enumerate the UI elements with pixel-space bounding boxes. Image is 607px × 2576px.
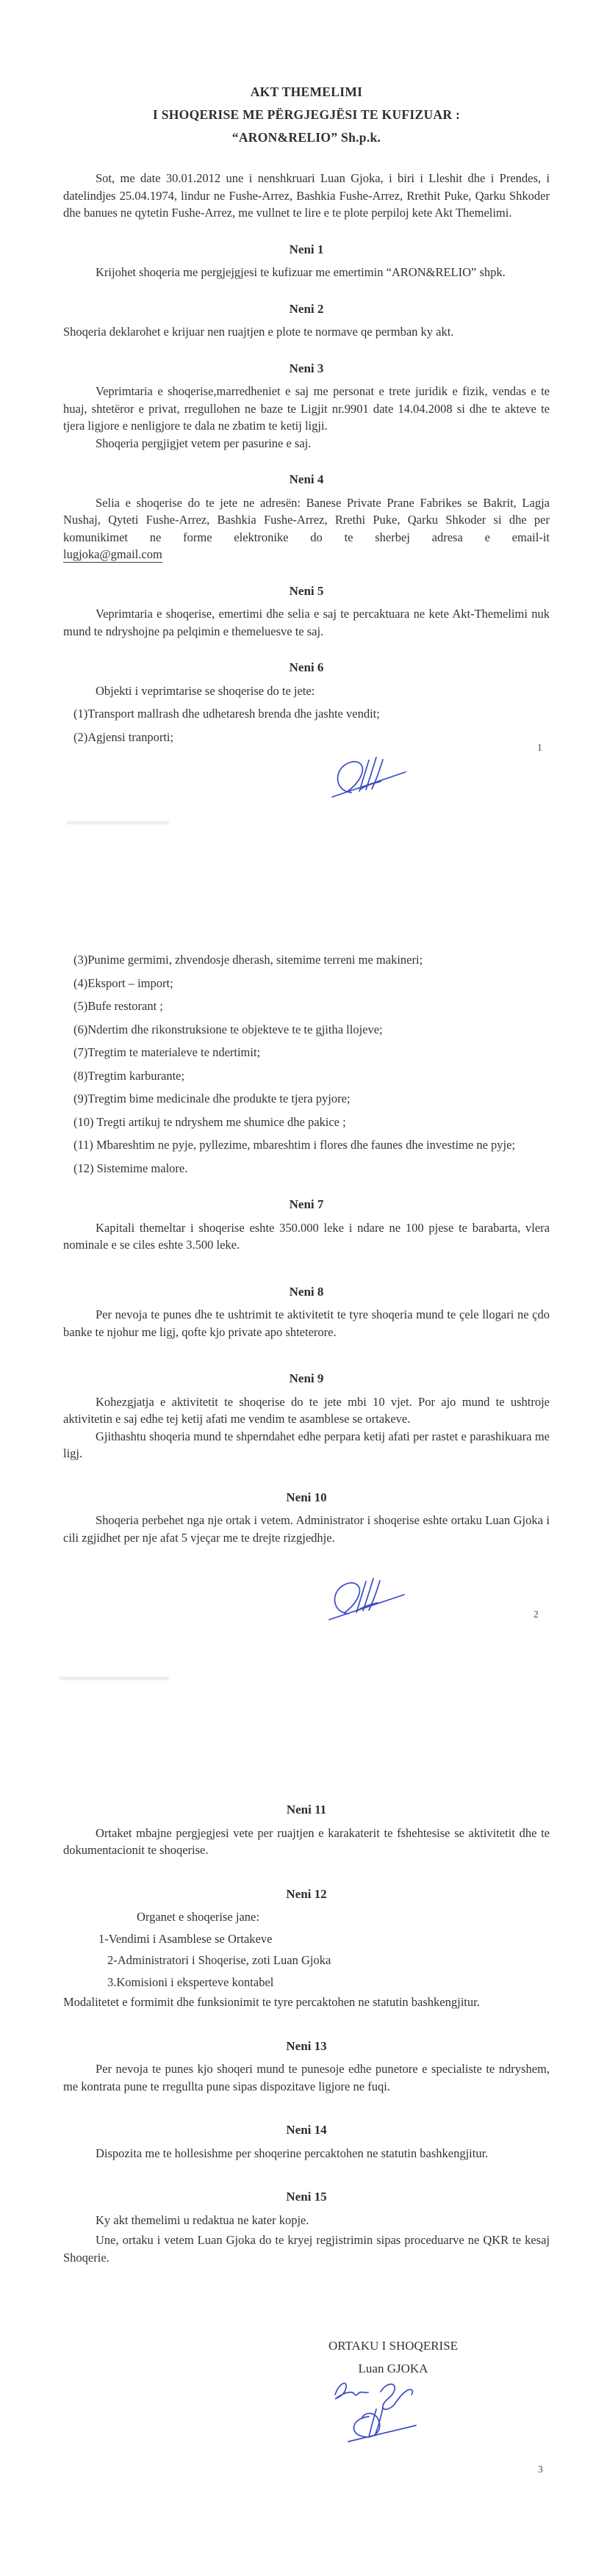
article-6-paragraph: Objekti i veprimtarise se shoqerise do te jete: xyxy=(96,683,315,698)
email-address: lugjoka@gmail.com xyxy=(63,547,162,561)
article-8-paragraph: Per nevoja te punes dhe te ushtrimit te aktivitetit te tyre shoqeria mund te çele llogari ne çdo banke te njohur me ligj, qofte kjo private apo shteterore. xyxy=(63,1307,550,1339)
activity-item-6: (6)Ndertim dhe rikonstruksione te objekteve te te gjitha llojeve; xyxy=(73,1022,383,1036)
scan-smudge xyxy=(59,1677,169,1680)
signer-role: ORTAKU I SHOQERISE xyxy=(328,2339,459,2353)
article-11-heading: Neni 11 xyxy=(286,1803,327,1816)
article-5-paragraph: Veprimtaria e shoqerise, emertimi dhe selia e saj te percaktuara ne kete Akt-Themelimi nuk mund te ndryshojne pa pelqimin e themeluesve te saj. xyxy=(63,607,550,638)
activity-item-5: (5)Bufe restorant ; xyxy=(73,999,163,1013)
article-4-heading: Neni 4 xyxy=(289,472,324,486)
signer-name: Luan GJOKA xyxy=(358,2362,428,2375)
document-subtitle: I SHOQERISE ME PËRGJEGJËSI TE KUFIZUAR : xyxy=(152,107,461,122)
email-line xyxy=(63,546,550,563)
article-12-heading: Neni 12 xyxy=(286,1886,327,1901)
organ-item-3: 3.Komisioni i eksperteve kontabel xyxy=(107,1974,274,1989)
activity-item-8: (8)Tregtim karburante; xyxy=(73,1068,185,1083)
page-2 xyxy=(63,945,550,1623)
article-4-paragraph: Selia e shoqerise do te jete ne adresën: Banese Private Prane Fabrikes se Bakrit, Lagja Nushaj, Qyteti Fushe-Arrez, Bashkia Fushe-Arrez, Rrethi Puke, Qarku Shkoder si dhe per komunikimet ne forme elektronike do te sherbej adresa e email-it xyxy=(63,495,550,544)
article-14-paragraph: Dispozita me te hollesishme per shoqerine percaktohen ne statutin bashkengjitur. xyxy=(96,2146,489,2160)
organ-item-2: 2-Administratori i Shoqerise, zoti Luan Gjoka xyxy=(107,1953,331,1967)
article-3-paragraph-2: Shoqeria pergjigjet vetem per pasurine e saj. xyxy=(96,436,312,450)
article-13-heading: Neni 13 xyxy=(286,2038,327,2053)
activity-item-4: (4)Eksport – import; xyxy=(73,975,173,990)
article-13-paragraph: Per nevoja te punes kjo shoqeri mund te punesoje edhe punetore e specialiste te ndryshem, me kontrata pune te rregullta pune sipas dispozitave ligjore ne fuqi. xyxy=(63,2062,550,2093)
signature-full-page3 xyxy=(328,2373,431,2443)
article-10-paragraph: Shoqeria perbehet nga nje ortak i vetem. Administrator i shoqerise eshte ortaku Luan Gjoka i cili zgjidhet per nje afat 5 vjeçar me te drejte rizgjedhje. xyxy=(63,1513,550,1545)
article-15-heading: Neni 15 xyxy=(286,2190,327,2204)
article-8-heading: Neni 8 xyxy=(289,1284,324,1299)
activity-item-10: (10) Tregti artikuj te ndryshem me shumice dhe pakice ; xyxy=(73,1114,346,1129)
article-9-heading: Neni 9 xyxy=(289,1371,324,1385)
article-1-paragraph: Krijohet shoqeria me pergjejgjesi te kufizuar me emertimin “ARON&RELIO” shpk. xyxy=(96,265,506,279)
activity-item-9: (9)Tregtim bime medicinale dhe produkte te tjera pyjore; xyxy=(73,1092,351,1105)
article-5-heading: Neni 5 xyxy=(289,583,324,598)
activity-item-12: (12) Sistemime malore. xyxy=(73,1161,188,1175)
article-1-heading: Neni 1 xyxy=(289,242,324,256)
organ-item-1: 1-Vendimi i Asamblese se Ortakeve xyxy=(98,1931,273,1946)
signature-initials-page1 xyxy=(329,751,410,801)
activity-item-3: (3)Punime germimi, zhvendosje dherash, sitemime terreni me makineri; xyxy=(73,953,423,967)
closing-paragraph: Une, ortaku i vetem Luan Gjoka do te kryej regjistrimin sipas proceduarve ne QKR te kesaj Shoqerie. xyxy=(63,2233,550,2265)
article-6-heading: Neni 6 xyxy=(289,660,324,674)
document-title: AKT THEMELIMI xyxy=(250,84,363,99)
activity-item-11: (11) Mbareshtim ne pyje, pyllezime, mbareshtim i flores dhe faunes dhe investime ne pyje; xyxy=(73,1138,516,1152)
article-12-paragraph: Modalitetet e formimit dhe funksionimit te tyre percaktohen ne statutin bashkengjitur. xyxy=(63,1995,480,2009)
article-7-heading: Neni 7 xyxy=(289,1197,324,1211)
article-15-paragraph: Ky akt themelimi u redaktua ne kater kopje. xyxy=(96,2212,309,2227)
page-number-1: 1 xyxy=(537,742,542,753)
article-2-heading: Neni 2 xyxy=(289,301,324,316)
article-9-paragraph-1: Kohezgjatja e aktivitetit te shoqerise do te jete mbi 10 vjet. Por ajo mund te ushtroje aktivitetin e saj edhe tej ketij afati me vendim te asamblese se ortakeve. xyxy=(63,1394,550,1426)
activity-item-2: (2)Agjensi tranporti; xyxy=(73,729,174,744)
page-3 xyxy=(63,1791,550,2266)
activity-item-7: (7)Tregtim te materialeve te ndertimit; xyxy=(73,1045,261,1059)
page-number-3: 3 xyxy=(538,2464,543,2475)
scan-smudge xyxy=(66,821,169,824)
page-1 xyxy=(63,81,550,801)
signature-initials-page2 xyxy=(326,1573,407,1623)
page-number-2: 2 xyxy=(534,1609,539,1620)
article-11-paragraph: Ortaket mbajne pergjegjesi vete per ruajtjen e karakaterit te fshehtesise se aktivitetit dhe te dokumentacionit te shoqerise. xyxy=(63,1825,550,1857)
article-9-paragraph-2: Gjithashtu shoqeria mund te shperndahet edhe perpara ketij afati per rastet e parashikuara me ligj. xyxy=(63,1429,550,1460)
article-3-paragraph-1: Veprimtaria e shoqerise,marredheniet e saj me personat e trete juridik e fizik, vendas e te huaj, shtetëror e privat, rregullohen ne baze te Ligjit nr.9901 date 14.04.2008 si dhe te akteve te tjera ligjore e nenligjore te dala ne zbatim te ketij ligji. xyxy=(63,384,550,433)
article-2-paragraph: Shoqeria deklarohet e krijuar nen ruajtjen e plote te normave qe permban ky akt. xyxy=(63,325,454,339)
activity-item-1: (1)Transport mallrash dhe udhetaresh brenda dhe jashte vendit; xyxy=(73,707,380,721)
article-14-heading: Neni 14 xyxy=(286,2123,327,2137)
article-10-heading: Neni 10 xyxy=(286,1490,327,1504)
intro-paragraph: Sot, me date 30.01.2012 une i nenshkruari Luan Gjoka, i biri i Lleshit dhe i Prendes, i datelindjes 25.04.1974, lindur ne Fushe-Arrez, Bashkia Fushe-Arrez, Rrethit Puke, Qarku Shkoder dhe banues ne qytetin Fushe-Arrez, me vullnet te lire e te plote perpiloj kete Akt Themelimi. xyxy=(63,171,550,220)
company-name-title: “ARON&RELIO” Sh.p.k. xyxy=(231,130,381,145)
article-12-intro: Organet e shoqerise jane: xyxy=(137,1910,259,1924)
article-3-heading: Neni 3 xyxy=(289,361,324,375)
article-7-paragraph: Kapitali themeltar i shoqerise eshte 350.000 leke i ndare ne 100 pjese te barabarta, vlera nominale e se ciles eshte 3.500 leke. xyxy=(63,1220,550,1252)
